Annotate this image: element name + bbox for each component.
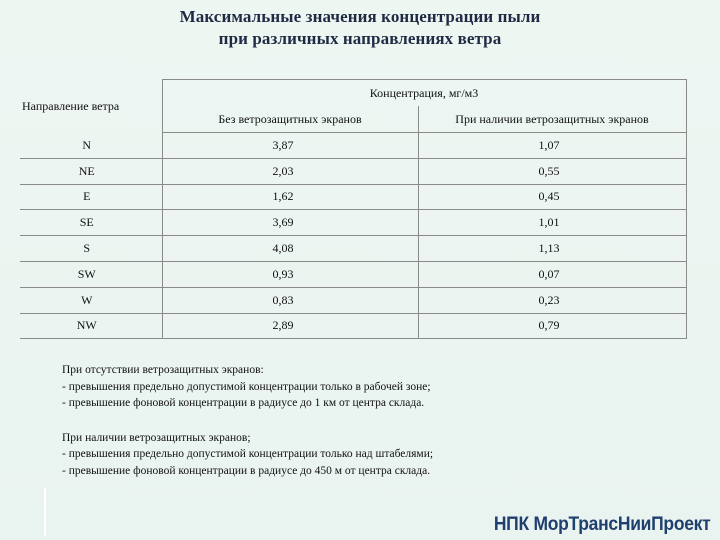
note-line: - превышения предельно допустимой концентрации только в рабочей зоне; — [62, 380, 431, 393]
value-with-cell: 1,13 — [418, 236, 686, 262]
note-line: - превышение фоновой концентрации в радиусе до 450 м от центра склада. — [62, 464, 431, 477]
value-with-cell: 1,07 — [418, 133, 686, 159]
decorative-divider — [44, 488, 46, 536]
direction-cell: N — [20, 133, 162, 159]
note-heading: При наличии ветрозащитных экранов; — [62, 431, 251, 444]
table-row — [20, 184, 686, 210]
title-line-2: при различных направлениях ветра — [218, 29, 502, 48]
value-with-cell: 1,01 — [418, 210, 686, 236]
note-line: - превышение фоновой концентрации в радиусе до 1 км от центра склада. — [62, 397, 425, 409]
header-concentration: Концентрация, мг/м3 — [162, 80, 686, 107]
value-without-cell: 2,03 — [162, 158, 418, 184]
value-without-cell: 0,83 — [162, 287, 418, 313]
note-line: - превышения предельно допустимой концентрации только над штабелями; — [62, 448, 434, 460]
direction-cell: W — [20, 287, 162, 313]
value-with-cell: 0,45 — [418, 184, 686, 210]
value-without-cell: 1,62 — [162, 184, 418, 210]
note-with-screens — [62, 430, 702, 480]
value-without-cell: 2,89 — [162, 313, 418, 339]
header-without-screens: Без ветрозащитных экранов — [162, 106, 418, 133]
note-heading: При отсутствии ветрозащитных экранов: — [62, 364, 264, 376]
direction-cell: NE — [20, 158, 162, 184]
value-with-cell: 0,07 — [418, 261, 686, 287]
value-without-cell: 4,08 — [162, 236, 418, 262]
direction-cell: E — [20, 184, 162, 210]
direction-cell: SE — [20, 210, 162, 236]
direction-cell: SW — [20, 261, 162, 287]
notes-section — [62, 362, 702, 497]
value-without-cell: 3,69 — [162, 210, 418, 236]
page-title — [0, 6, 720, 50]
table-row — [20, 236, 686, 262]
concentration-table — [20, 79, 687, 339]
title-line-1: Максимальные значения концентрации пыли — [179, 7, 541, 26]
value-with-cell: 0,23 — [418, 287, 686, 313]
note-without-screens — [62, 362, 702, 412]
table-row — [20, 210, 686, 236]
header-with-screens: При наличии ветрозащитных экранов — [418, 106, 686, 133]
direction-cell: S — [20, 236, 162, 262]
value-without-cell: 3,87 — [162, 133, 418, 159]
direction-cell: NW — [20, 313, 162, 339]
table-row — [20, 158, 686, 184]
table-row — [20, 313, 686, 339]
value-with-cell: 0,55 — [418, 158, 686, 184]
value-without-cell: 0,93 — [162, 261, 418, 287]
table-row — [20, 261, 686, 287]
brand-logo-text: НПК МорТрансНииПроект — [493, 514, 710, 535]
table-row — [20, 133, 686, 159]
table-row — [20, 287, 686, 313]
value-with-cell: 0,79 — [418, 313, 686, 339]
header-direction: Направление ветра — [22, 98, 120, 113]
